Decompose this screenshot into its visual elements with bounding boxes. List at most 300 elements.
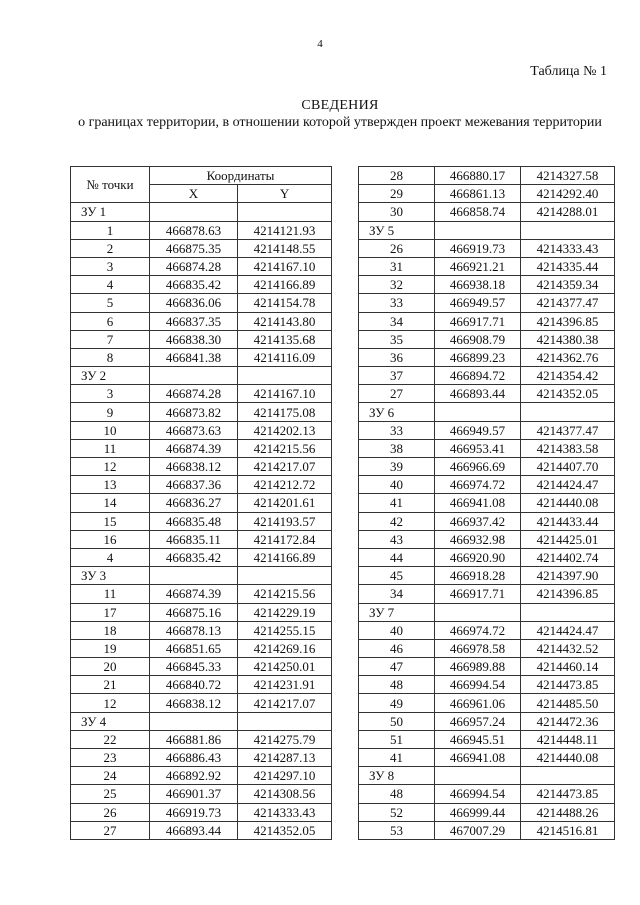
table-row: [359, 512, 615, 530]
x-coordinate-cell: 466941.08: [435, 749, 521, 767]
table-row: [359, 658, 615, 676]
plot-group-row: [359, 603, 615, 621]
y-coordinate-cell: 4214425.01: [521, 530, 615, 548]
point-number-cell: 35: [359, 330, 435, 348]
y-coordinate-cell: 4214166.89: [238, 548, 332, 566]
table-row: [71, 330, 332, 348]
y-coordinate-cell: 4214333.43: [521, 239, 615, 257]
point-number-cell: 5: [71, 294, 150, 312]
table-row: [71, 749, 332, 767]
table-row: [71, 767, 332, 785]
plot-group-row: [359, 221, 615, 239]
point-number-cell: 27: [71, 821, 150, 839]
coordinates-table-left: [70, 166, 332, 840]
empty-cell: [435, 221, 521, 239]
coordinates-table-right-body: [359, 167, 615, 840]
table-row: [71, 439, 332, 457]
table-row: [71, 276, 332, 294]
x-coordinate-cell: 466919.73: [150, 803, 238, 821]
point-number-cell: 4: [71, 548, 150, 566]
empty-cell: [150, 367, 238, 385]
plot-label: ЗУ 4: [71, 712, 150, 730]
x-coordinate-cell: 466845.33: [150, 658, 238, 676]
y-coordinate-cell: 4214202.13: [238, 421, 332, 439]
y-coordinate-cell: 4214215.56: [238, 585, 332, 603]
y-coordinate-cell: 4214308.56: [238, 785, 332, 803]
point-number-cell: 31: [359, 257, 435, 275]
table-row: [359, 312, 615, 330]
point-number-cell: 18: [71, 621, 150, 639]
y-coordinate-cell: 4214424.47: [521, 476, 615, 494]
point-number-cell: 45: [359, 567, 435, 585]
empty-cell: [435, 603, 521, 621]
x-coordinate-cell: 466989.88: [435, 658, 521, 676]
table-row: [71, 385, 332, 403]
point-number-cell: 30: [359, 203, 435, 221]
plot-label: ЗУ 1: [71, 203, 150, 221]
y-coordinate-cell: 4214167.10: [238, 385, 332, 403]
y-coordinate-cell: 4214440.08: [521, 749, 615, 767]
table-row: [71, 603, 332, 621]
table-row: [359, 548, 615, 566]
point-number-cell: 38: [359, 439, 435, 457]
coordinates-table-left-body: [71, 167, 332, 840]
table-row: [71, 458, 332, 476]
header-coordinates: Координаты: [150, 167, 332, 185]
table-row: [359, 476, 615, 494]
x-coordinate-cell: 466919.73: [435, 239, 521, 257]
point-number-cell: 32: [359, 276, 435, 294]
y-coordinate-cell: 4214231.91: [238, 676, 332, 694]
x-coordinate-cell: 466957.24: [435, 712, 521, 730]
x-coordinate-cell: 466837.35: [150, 312, 238, 330]
point-number-cell: 34: [359, 312, 435, 330]
x-coordinate-cell: 466921.21: [435, 257, 521, 275]
point-number-cell: 4: [71, 276, 150, 294]
x-coordinate-cell: 466945.51: [435, 730, 521, 748]
heading-subtitle: о границах территории, в отношении которой утвержден проект межевания территории: [78, 115, 602, 130]
y-coordinate-cell: 4214287.13: [238, 749, 332, 767]
point-number-cell: 42: [359, 512, 435, 530]
x-coordinate-cell: 466893.44: [150, 821, 238, 839]
table-row: [359, 494, 615, 512]
x-coordinate-cell: 466874.28: [150, 257, 238, 275]
point-number-cell: 23: [71, 749, 150, 767]
x-coordinate-cell: 466949.57: [435, 294, 521, 312]
table-row: [359, 239, 615, 257]
point-number-cell: 10: [71, 421, 150, 439]
point-number-cell: 39: [359, 458, 435, 476]
empty-cell: [521, 767, 615, 785]
y-coordinate-cell: 4214516.81: [521, 821, 615, 839]
y-coordinate-cell: 4214432.52: [521, 639, 615, 657]
y-coordinate-cell: 4214255.15: [238, 621, 332, 639]
y-coordinate-cell: 4214448.11: [521, 730, 615, 748]
table-row: [71, 421, 332, 439]
table-row: [71, 403, 332, 421]
x-coordinate-cell: 466878.63: [150, 221, 238, 239]
header-point-no: № точки: [71, 167, 150, 203]
table-row: [359, 749, 615, 767]
table-row: [71, 785, 332, 803]
y-coordinate-cell: 4214269.16: [238, 639, 332, 657]
empty-cell: [521, 221, 615, 239]
empty-cell: [435, 403, 521, 421]
x-coordinate-cell: 466841.38: [150, 348, 238, 366]
point-number-cell: 11: [71, 585, 150, 603]
point-number-cell: 34: [359, 585, 435, 603]
table-row: [71, 239, 332, 257]
point-number-cell: 41: [359, 494, 435, 512]
table-row: [359, 203, 615, 221]
table-row: [359, 621, 615, 639]
y-coordinate-cell: 4214172.84: [238, 530, 332, 548]
y-coordinate-cell: 4214217.07: [238, 458, 332, 476]
y-coordinate-cell: 4214166.89: [238, 276, 332, 294]
x-coordinate-cell: 466908.79: [435, 330, 521, 348]
point-number-cell: 14: [71, 494, 150, 512]
table-row: [71, 312, 332, 330]
y-coordinate-cell: 4214135.68: [238, 330, 332, 348]
point-number-cell: 47: [359, 658, 435, 676]
x-coordinate-cell: 466835.11: [150, 530, 238, 548]
y-coordinate-cell: 4214250.01: [238, 658, 332, 676]
table-row: [359, 785, 615, 803]
x-coordinate-cell: 466892.92: [150, 767, 238, 785]
table-row: [359, 421, 615, 439]
x-coordinate-cell: 466874.39: [150, 439, 238, 457]
y-coordinate-cell: 4214473.85: [521, 676, 615, 694]
table-row: [359, 585, 615, 603]
point-number-cell: 46: [359, 639, 435, 657]
y-coordinate-cell: 4214383.58: [521, 439, 615, 457]
y-coordinate-cell: 4214193.57: [238, 512, 332, 530]
point-number-cell: 12: [71, 694, 150, 712]
point-number-cell: 41: [359, 749, 435, 767]
y-coordinate-cell: 4214472.36: [521, 712, 615, 730]
y-coordinate-cell: 4214402.74: [521, 548, 615, 566]
x-coordinate-cell: 466835.48: [150, 512, 238, 530]
x-coordinate-cell: 466994.54: [435, 785, 521, 803]
point-number-cell: 19: [71, 639, 150, 657]
empty-cell: [238, 203, 332, 221]
coordinates-table-right: [358, 166, 615, 840]
y-coordinate-cell: 4214377.47: [521, 294, 615, 312]
point-number-cell: 25: [71, 785, 150, 803]
table-row: [71, 658, 332, 676]
y-coordinate-cell: 4214121.93: [238, 221, 332, 239]
y-coordinate-cell: 4214396.85: [521, 312, 615, 330]
y-coordinate-cell: 4214143.80: [238, 312, 332, 330]
y-coordinate-cell: 4214352.05: [521, 385, 615, 403]
x-coordinate-cell: 466858.74: [435, 203, 521, 221]
point-number-cell: 28: [359, 167, 435, 185]
point-number-cell: 9: [71, 403, 150, 421]
point-number-cell: 17: [71, 603, 150, 621]
point-number-cell: 53: [359, 821, 435, 839]
point-number-cell: 1: [71, 221, 150, 239]
y-coordinate-cell: 4214327.58: [521, 167, 615, 185]
plot-group-row: [71, 203, 332, 221]
point-number-cell: 20: [71, 658, 150, 676]
x-coordinate-cell: 466881.86: [150, 730, 238, 748]
table-row: [359, 458, 615, 476]
table-row: [71, 803, 332, 821]
table-row: [359, 694, 615, 712]
x-coordinate-cell: 466886.43: [150, 749, 238, 767]
point-number-cell: 21: [71, 676, 150, 694]
y-coordinate-cell: 4214352.05: [238, 821, 332, 839]
y-coordinate-cell: 4214288.01: [521, 203, 615, 221]
table-row: [71, 585, 332, 603]
x-coordinate-cell: 466838.30: [150, 330, 238, 348]
x-coordinate-cell: 466941.08: [435, 494, 521, 512]
y-coordinate-cell: 4214397.90: [521, 567, 615, 585]
point-number-cell: 16: [71, 530, 150, 548]
point-number-cell: 40: [359, 621, 435, 639]
plot-label: ЗУ 3: [71, 567, 150, 585]
point-number-cell: 7: [71, 330, 150, 348]
table-row: [359, 639, 615, 657]
y-coordinate-cell: 4214116.09: [238, 348, 332, 366]
y-coordinate-cell: 4214440.08: [521, 494, 615, 512]
plot-group-row: [71, 712, 332, 730]
y-coordinate-cell: 4214433.44: [521, 512, 615, 530]
plot-label: ЗУ 8: [359, 767, 435, 785]
point-number-cell: 37: [359, 367, 435, 385]
table-row: [359, 385, 615, 403]
y-coordinate-cell: 4214473.85: [521, 785, 615, 803]
x-coordinate-cell: 466932.98: [435, 530, 521, 548]
x-coordinate-cell: 466901.37: [150, 785, 238, 803]
x-coordinate-cell: 466953.41: [435, 439, 521, 457]
point-number-cell: 2: [71, 239, 150, 257]
table-row: [71, 676, 332, 694]
table-row: [359, 803, 615, 821]
x-coordinate-cell: 466978.58: [435, 639, 521, 657]
x-coordinate-cell: 466873.82: [150, 403, 238, 421]
x-coordinate-cell: 466836.06: [150, 294, 238, 312]
point-number-cell: 51: [359, 730, 435, 748]
table-row: [359, 712, 615, 730]
x-coordinate-cell: 466938.18: [435, 276, 521, 294]
x-coordinate-cell: 466999.44: [435, 803, 521, 821]
page-number: 4: [317, 38, 323, 50]
plot-group-row: [71, 367, 332, 385]
y-coordinate-cell: 4214380.38: [521, 330, 615, 348]
table-row: [359, 439, 615, 457]
y-coordinate-cell: 4214460.14: [521, 658, 615, 676]
y-coordinate-cell: 4214359.34: [521, 276, 615, 294]
empty-cell: [150, 203, 238, 221]
plot-label: ЗУ 2: [71, 367, 150, 385]
point-number-cell: 48: [359, 676, 435, 694]
table-label: Таблица № 1: [530, 64, 607, 79]
x-coordinate-cell: 466966.69: [435, 458, 521, 476]
empty-cell: [150, 567, 238, 585]
plot-label: ЗУ 6: [359, 403, 435, 421]
table-row: [359, 676, 615, 694]
y-coordinate-cell: 4214275.79: [238, 730, 332, 748]
point-number-cell: 49: [359, 694, 435, 712]
y-coordinate-cell: 4214488.26: [521, 803, 615, 821]
empty-cell: [238, 567, 332, 585]
table-row: [359, 730, 615, 748]
point-number-cell: 6: [71, 312, 150, 330]
y-coordinate-cell: 4214485.50: [521, 694, 615, 712]
table-row: [71, 548, 332, 566]
x-coordinate-cell: 466894.72: [435, 367, 521, 385]
table-row: [71, 348, 332, 366]
empty-cell: [238, 367, 332, 385]
x-coordinate-cell: 466917.71: [435, 585, 521, 603]
plot-label: ЗУ 5: [359, 221, 435, 239]
table-row: [71, 476, 332, 494]
empty-cell: [521, 603, 615, 621]
point-number-cell: 40: [359, 476, 435, 494]
table-row: [359, 348, 615, 366]
point-number-cell: 33: [359, 421, 435, 439]
table-row: [71, 530, 332, 548]
y-coordinate-cell: 4214335.44: [521, 257, 615, 275]
y-coordinate-cell: 4214407.70: [521, 458, 615, 476]
table-row: [71, 730, 332, 748]
y-coordinate-cell: 4214154.78: [238, 294, 332, 312]
table-row: [359, 294, 615, 312]
y-coordinate-cell: 4214217.07: [238, 694, 332, 712]
x-coordinate-cell: 466961.06: [435, 694, 521, 712]
table-row: [71, 221, 332, 239]
table-row: [359, 530, 615, 548]
point-number-cell: 44: [359, 548, 435, 566]
x-coordinate-cell: 466873.63: [150, 421, 238, 439]
x-coordinate-cell: 466837.36: [150, 476, 238, 494]
point-number-cell: 48: [359, 785, 435, 803]
x-coordinate-cell: 466875.35: [150, 239, 238, 257]
table-row: [359, 821, 615, 839]
x-coordinate-cell: 466851.65: [150, 639, 238, 657]
y-coordinate-cell: 4214354.42: [521, 367, 615, 385]
y-coordinate-cell: 4214424.47: [521, 621, 615, 639]
x-coordinate-cell: 466836.27: [150, 494, 238, 512]
table-row: [71, 621, 332, 639]
table-row: [359, 567, 615, 585]
point-number-cell: 11: [71, 439, 150, 457]
x-coordinate-cell: 466835.42: [150, 276, 238, 294]
point-number-cell: 24: [71, 767, 150, 785]
table-row: [71, 639, 332, 657]
x-coordinate-cell: 466899.23: [435, 348, 521, 366]
table-row: [71, 512, 332, 530]
x-coordinate-cell: 466861.13: [435, 185, 521, 203]
y-coordinate-cell: 4214148.55: [238, 239, 332, 257]
plot-group-row: [359, 767, 615, 785]
table-row: [71, 821, 332, 839]
point-number-cell: 43: [359, 530, 435, 548]
point-number-cell: 52: [359, 803, 435, 821]
point-number-cell: 8: [71, 348, 150, 366]
x-coordinate-cell: 467007.29: [435, 821, 521, 839]
table-row: [359, 330, 615, 348]
x-coordinate-cell: 466994.54: [435, 676, 521, 694]
point-number-cell: 15: [71, 512, 150, 530]
table-row: [71, 694, 332, 712]
x-coordinate-cell: 466893.44: [435, 385, 521, 403]
point-number-cell: 3: [71, 257, 150, 275]
heading-title: СВЕДЕНИЯ: [301, 98, 379, 113]
table-row: [71, 294, 332, 312]
y-coordinate-cell: 4214377.47: [521, 421, 615, 439]
table-row: [359, 185, 615, 203]
point-number-cell: 22: [71, 730, 150, 748]
empty-cell: [238, 712, 332, 730]
point-number-cell: 26: [71, 803, 150, 821]
y-coordinate-cell: 4214333.43: [238, 803, 332, 821]
plot-group-row: [71, 567, 332, 585]
table-header-row: [71, 167, 332, 185]
point-number-cell: 27: [359, 385, 435, 403]
table-row: [71, 257, 332, 275]
x-coordinate-cell: 466838.12: [150, 458, 238, 476]
point-number-cell: 3: [71, 385, 150, 403]
x-coordinate-cell: 466875.16: [150, 603, 238, 621]
x-coordinate-cell: 466918.28: [435, 567, 521, 585]
empty-cell: [435, 767, 521, 785]
table-row: [359, 367, 615, 385]
x-coordinate-cell: 466937.42: [435, 512, 521, 530]
y-coordinate-cell: 4214229.19: [238, 603, 332, 621]
x-coordinate-cell: 466974.72: [435, 621, 521, 639]
y-coordinate-cell: 4214167.10: [238, 257, 332, 275]
x-coordinate-cell: 466874.28: [150, 385, 238, 403]
table-row: [359, 257, 615, 275]
point-number-cell: 12: [71, 458, 150, 476]
x-coordinate-cell: 466974.72: [435, 476, 521, 494]
point-number-cell: 50: [359, 712, 435, 730]
x-coordinate-cell: 466874.39: [150, 585, 238, 603]
point-number-cell: 13: [71, 476, 150, 494]
point-number-cell: 29: [359, 185, 435, 203]
plot-label: ЗУ 7: [359, 603, 435, 621]
x-coordinate-cell: 466949.57: [435, 421, 521, 439]
table-row: [71, 494, 332, 512]
empty-cell: [521, 403, 615, 421]
table-row: [359, 276, 615, 294]
x-coordinate-cell: 466920.90: [435, 548, 521, 566]
y-coordinate-cell: 4214175.08: [238, 403, 332, 421]
y-coordinate-cell: 4214396.85: [521, 585, 615, 603]
y-coordinate-cell: 4214215.56: [238, 439, 332, 457]
heading: [60, 97, 620, 131]
header-y: Y: [238, 185, 332, 203]
y-coordinate-cell: 4214212.72: [238, 476, 332, 494]
point-number-cell: 36: [359, 348, 435, 366]
x-coordinate-cell: 466838.12: [150, 694, 238, 712]
y-coordinate-cell: 4214297.10: [238, 767, 332, 785]
empty-cell: [150, 712, 238, 730]
y-coordinate-cell: 4214362.76: [521, 348, 615, 366]
x-coordinate-cell: 466840.72: [150, 676, 238, 694]
x-coordinate-cell: 466917.71: [435, 312, 521, 330]
x-coordinate-cell: 466878.13: [150, 621, 238, 639]
x-coordinate-cell: 466835.42: [150, 548, 238, 566]
y-coordinate-cell: 4214292.40: [521, 185, 615, 203]
point-number-cell: 26: [359, 239, 435, 257]
point-number-cell: 33: [359, 294, 435, 312]
x-coordinate-cell: 466880.17: [435, 167, 521, 185]
table-row: [359, 167, 615, 185]
header-x: X: [150, 185, 238, 203]
